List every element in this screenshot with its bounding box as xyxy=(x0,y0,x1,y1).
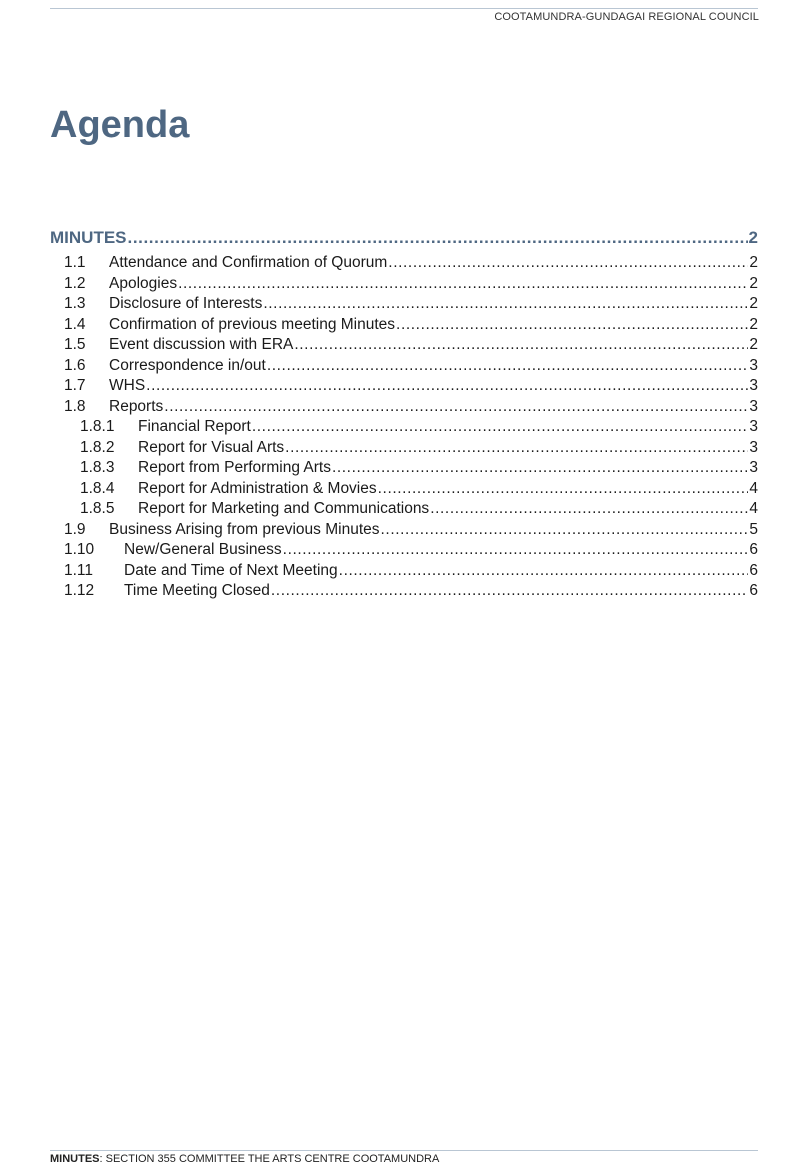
toc-item-page: 4 xyxy=(749,479,758,497)
toc-item-1-2[interactable] xyxy=(50,275,758,296)
toc-item-page: 6 xyxy=(749,561,758,579)
toc-item-label: Correspondence in/out xyxy=(109,356,266,374)
toc-item-page: 3 xyxy=(749,397,758,415)
footer-rule xyxy=(50,1150,758,1151)
toc-leader xyxy=(294,336,748,354)
toc-item-label: Report for Marketing and Communications xyxy=(138,500,430,517)
toc-item-page: 6 xyxy=(749,541,758,558)
toc-item-number: 1.9 xyxy=(64,520,86,538)
toc-item-1-4[interactable] xyxy=(50,316,758,337)
toc-item-number: 1.1 xyxy=(64,254,86,271)
toc-item-page: 2 xyxy=(749,336,758,353)
toc-item-page: 2 xyxy=(749,295,758,312)
toc-item-label: Business Arising from previous Minutes xyxy=(109,520,380,538)
header-organization: COOTAMUNDRA-GUNDAGAI REGIONAL COUNCIL xyxy=(494,11,759,23)
toc-leader xyxy=(378,480,749,498)
toc-item-number: 1.8.2 xyxy=(80,438,115,456)
toc-leader xyxy=(430,500,748,518)
toc-item-number: 1.11 xyxy=(64,561,94,579)
toc-leader xyxy=(146,377,748,395)
toc-item-1-8-2[interactable] xyxy=(50,439,758,460)
toc-leader xyxy=(252,418,749,436)
toc-item-number: 1.3 xyxy=(64,295,86,312)
toc-item-number: 1.8.1 xyxy=(80,418,115,435)
toc-leader xyxy=(283,541,749,559)
toc-item-1-6[interactable] xyxy=(50,357,758,378)
toc-item-1-3[interactable] xyxy=(50,295,758,316)
toc-item-page: 3 xyxy=(749,377,758,394)
toc-item-1-8[interactable] xyxy=(50,398,758,419)
toc-leader xyxy=(396,316,748,334)
toc-item-page: 4 xyxy=(749,500,758,517)
toc-item-1-1[interactable] xyxy=(50,254,758,275)
toc-item-page: 2 xyxy=(749,315,758,333)
toc-leader xyxy=(332,459,748,477)
toc-item-label: Time Meeting Closed xyxy=(124,582,270,599)
table-of-contents xyxy=(50,228,758,603)
toc-leader xyxy=(178,275,748,293)
toc-item-1-8-1[interactable] xyxy=(50,418,758,439)
toc-item-1-8-5[interactable] xyxy=(50,500,758,521)
toc-leader xyxy=(267,357,749,375)
toc-item-number: 1.10 xyxy=(64,541,95,558)
toc-leader xyxy=(339,562,749,580)
toc-item-label: Report for Visual Arts xyxy=(138,438,285,456)
toc-leader xyxy=(285,439,748,457)
toc-item-page: 3 xyxy=(749,356,758,374)
toc-item-label: Financial Report xyxy=(138,418,251,435)
header-rule xyxy=(50,8,758,9)
toc-item-1-7[interactable] xyxy=(50,377,758,398)
toc-leader xyxy=(164,398,748,416)
footer xyxy=(50,1153,439,1165)
toc-item-number: 1.2 xyxy=(64,274,86,292)
toc-item-page: 2 xyxy=(749,274,758,292)
toc-item-page: 2 xyxy=(749,254,758,271)
toc-item-page: 5 xyxy=(749,520,758,538)
toc-item-number: 1.8.3 xyxy=(80,459,115,476)
toc-item-1-9[interactable] xyxy=(50,521,758,542)
toc-item-1-10[interactable] xyxy=(50,541,758,562)
footer-label: MINUTES xyxy=(50,1153,100,1165)
toc-item-1-8-3[interactable] xyxy=(50,459,758,480)
toc-section-minutes[interactable] xyxy=(50,228,758,254)
toc-item-page: 6 xyxy=(749,582,758,599)
toc-item-number: 1.12 xyxy=(64,582,95,599)
toc-item-label: Confirmation of previous meeting Minutes xyxy=(109,315,396,333)
toc-item-label: Attendance and Confirmation of Quorum xyxy=(109,254,388,271)
footer-text: : SECTION 355 COMMITTEE THE ARTS CENTRE COOTAMUNDRA xyxy=(99,1153,440,1165)
toc-leader xyxy=(271,582,749,600)
toc-item-1-12[interactable] xyxy=(50,582,758,603)
toc-item-page: 3 xyxy=(749,438,758,456)
toc-item-number: 1.7 xyxy=(64,377,86,394)
toc-item-1-11[interactable] xyxy=(50,562,758,583)
toc-item-number: 1.8.5 xyxy=(80,500,115,517)
toc-item-label: Reports xyxy=(109,397,164,415)
toc-item-number: 1.6 xyxy=(64,356,86,374)
toc-item-1-8-4[interactable] xyxy=(50,480,758,501)
toc-item-label: Report from Performing Arts xyxy=(138,459,331,476)
toc-item-label: Report for Administration & Movies xyxy=(138,479,377,497)
toc-item-page: 3 xyxy=(749,418,758,435)
toc-leader xyxy=(263,295,748,313)
toc-leader xyxy=(381,521,749,539)
toc-leader xyxy=(388,254,748,272)
toc-item-label: Disclosure of Interests xyxy=(109,295,263,312)
toc-section-page: 2 xyxy=(748,228,758,247)
toc-item-number: 1.8 xyxy=(64,397,86,415)
toc-item-label: WHS xyxy=(109,377,146,394)
toc-section-label: MINUTES xyxy=(50,228,127,247)
toc-item-page: 3 xyxy=(749,459,758,476)
page-title: Agenda xyxy=(50,104,190,146)
toc-item-label: New/General Business xyxy=(124,541,282,558)
toc-leader xyxy=(128,228,748,248)
toc-item-label: Event discussion with ERA xyxy=(109,336,294,353)
toc-item-label: Date and Time of Next Meeting xyxy=(124,561,338,579)
toc-item-number: 1.5 xyxy=(64,336,86,353)
toc-item-number: 1.4 xyxy=(64,315,86,333)
toc-item-1-5[interactable] xyxy=(50,336,758,357)
toc-item-label: Apologies xyxy=(109,274,178,292)
toc-item-number: 1.8.4 xyxy=(80,479,115,497)
